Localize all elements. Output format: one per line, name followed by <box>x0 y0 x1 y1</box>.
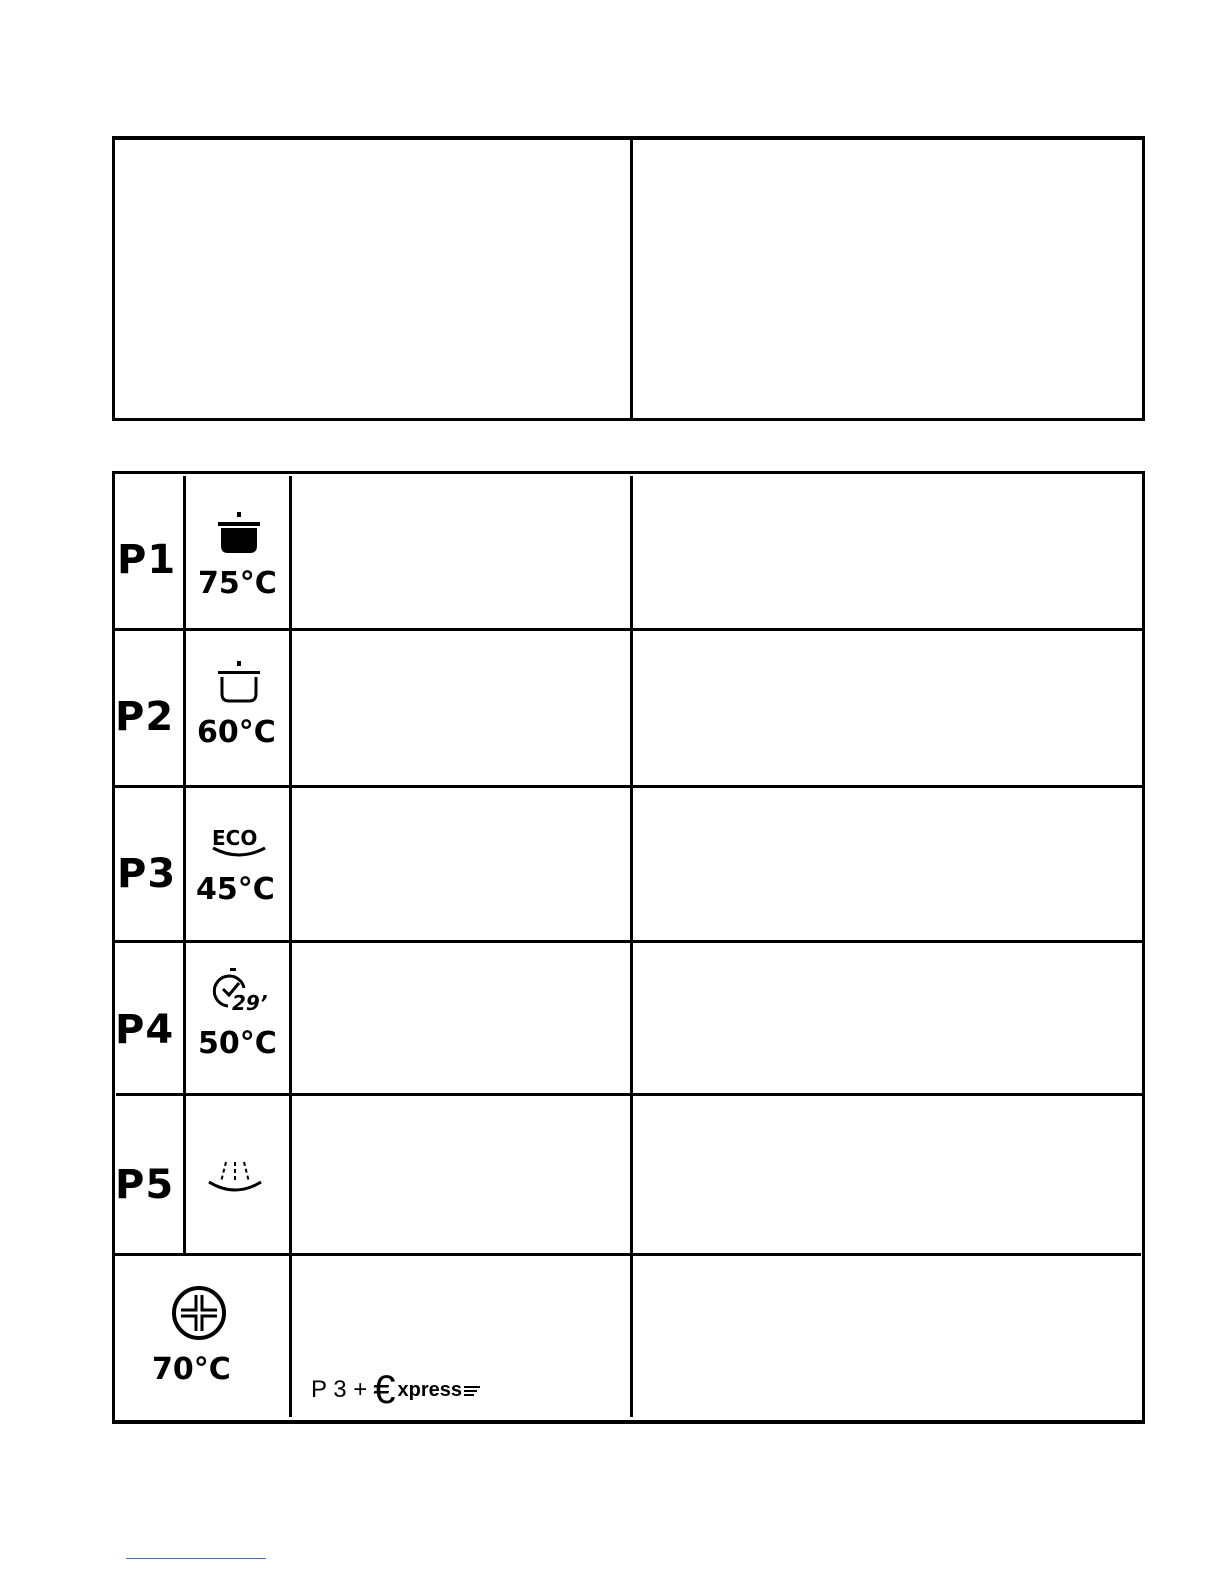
eco-icon-label: ECO <box>212 826 258 850</box>
program-table-right-border <box>1142 471 1145 1424</box>
cross-circle-icon <box>171 1285 227 1341</box>
express-speed-lines-icon <box>464 1383 482 1397</box>
program-code-p2: P2 <box>115 694 175 740</box>
row-divider-5 <box>112 1253 1141 1256</box>
pot-outline-icon <box>216 661 262 705</box>
top-table-top-border <box>112 136 1145 140</box>
col-divider-code <box>183 476 186 1254</box>
pot-filled-icon <box>216 512 262 556</box>
program-code-p5: P5 <box>115 1162 175 1208</box>
express-logo-text: xpress <box>397 1379 463 1401</box>
program-code-p3: P3 <box>117 851 177 897</box>
rinse-spray-icon <box>206 1158 264 1196</box>
row-divider-1 <box>112 628 1145 631</box>
row-divider-3 <box>112 940 1145 943</box>
row-divider-2 <box>112 785 1145 788</box>
col-divider-main <box>630 476 633 1417</box>
program-table-top-border <box>112 471 1145 474</box>
program-temp-p2: 60°C <box>197 715 276 750</box>
col-divider-icon <box>289 476 292 1417</box>
program-temp-p1: 75°C <box>198 566 277 601</box>
program-table-bottom-border <box>112 1420 1145 1424</box>
program-temp-p4: 50°C <box>198 1026 277 1061</box>
program-code-p1: P1 <box>117 537 177 583</box>
top-table-right-border <box>1142 136 1145 421</box>
timer-minutes-label: 29’ <box>232 991 268 1015</box>
row-divider-4 <box>116 1093 1145 1096</box>
top-table-left-border <box>112 136 115 421</box>
combo-prefix: P 3 + <box>311 1376 368 1403</box>
program-code-p4: P4 <box>115 1007 175 1053</box>
program-combination-label <box>311 1370 482 1410</box>
eco-icon <box>210 826 268 860</box>
express-logo-euro: € <box>373 1368 396 1412</box>
program-temp-p3: 45°C <box>196 872 275 907</box>
special-temp: 70°C <box>152 1352 231 1387</box>
timer-29-icon <box>204 966 276 1016</box>
top-table-bottom-border <box>112 418 1145 421</box>
top-table-divider <box>630 136 633 421</box>
footer-link-underline <box>126 1558 266 1559</box>
program-table-left-border <box>112 471 115 1424</box>
